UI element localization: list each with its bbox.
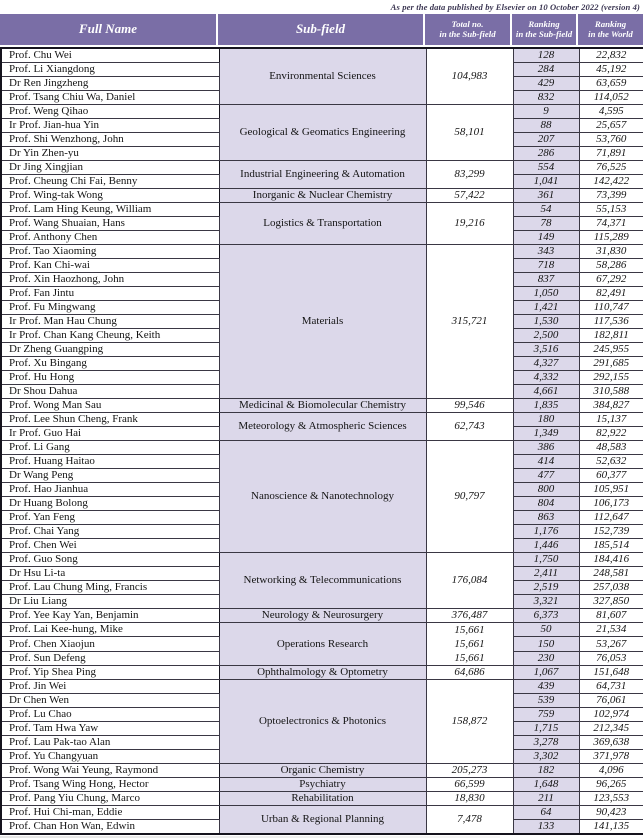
table-row (1, 666, 643, 680)
total-value: 15,661 (454, 638, 485, 650)
full-name-cell: Prof. Wong Wai Yeung, Raymond (1, 764, 219, 778)
table-row (1, 161, 643, 175)
full-name-cell: Prof. Tam Hwa Yaw (1, 722, 219, 736)
total-in-sub-field-cell: 19,216 (426, 203, 513, 245)
full-name-cell: Prof. Kan Chi-wai (1, 259, 219, 273)
full-name-cell: Dr Zheng Guangping (1, 343, 219, 357)
full-name-cell: Prof. Yip Shea Ping (1, 666, 219, 680)
ranking-sub-field-cell: 2,411 (513, 567, 579, 581)
ranking-sub-field-cell: 284 (513, 63, 579, 77)
ranking-sub-field-cell: 1,750 (513, 553, 579, 567)
full-name-cell: Ir Prof. Man Hau Chung (1, 315, 219, 329)
ranking-sub-field-cell: 2,519 (513, 581, 579, 595)
ranking-sub-field-cell: 1,067 (513, 666, 579, 680)
ranking-world-cell: 53,760 (579, 133, 643, 147)
ranking-world-cell: 52,632 (579, 455, 643, 469)
ranking-sub-field-cell: 1,715 (513, 722, 579, 736)
ranking-sub-field-cell: 182 (513, 764, 579, 778)
ranking-world-cell: 53,267 (579, 637, 643, 651)
full-name-cell: Prof. Wong Man Sau (1, 399, 219, 413)
ranking-sub-field-cell: 759 (513, 708, 579, 722)
full-name-cell: Prof. Cheung Chi Fai, Benny (1, 175, 219, 189)
total-in-sub-field-cell: 376,487 (426, 609, 513, 623)
ranking-sub-field-cell: 1,050 (513, 287, 579, 301)
ranking-world-cell: 384,827 (579, 399, 643, 413)
ranking-world-cell: 82,491 (579, 287, 643, 301)
ranking-world-cell: 110,747 (579, 301, 643, 315)
full-name-cell: Ir Prof. Chan Kang Cheung, Keith (1, 329, 219, 343)
sub-field-cell: Geological & Geomatics Engineering (219, 105, 426, 161)
full-name-cell: Prof. Hao Jianhua (1, 483, 219, 497)
full-name-cell: Dr Chen Wen (1, 694, 219, 708)
sub-field-cell: Rehabilitation (219, 792, 426, 806)
sub-field-cell: Psychiatry (219, 778, 426, 792)
full-name-cell: Prof. Shi Wenzhong, John (1, 133, 219, 147)
full-name-cell: Dr Wang Peng (1, 469, 219, 483)
ranking-sub-field-cell: 1,835 (513, 399, 579, 413)
ranking-world-cell: 76,053 (579, 651, 643, 665)
ranking-sub-field-cell: 477 (513, 469, 579, 483)
ranking-sub-field-cell: 230 (513, 651, 579, 665)
ranking-world-cell: 257,038 (579, 581, 643, 595)
ranking-world-cell: 152,739 (579, 525, 643, 539)
total-in-sub-field-cell: 158,872 (426, 680, 513, 764)
full-name-cell: Dr Hsu Li-ta (1, 567, 219, 581)
ranking-world-cell: 369,638 (579, 736, 643, 750)
ranking-sub-field-cell: 1,530 (513, 315, 579, 329)
table-row (1, 778, 643, 792)
full-name-cell: Prof. Chan Hon Wan, Edwin (1, 820, 219, 835)
table-row (1, 399, 643, 413)
full-name-cell: Prof. Tsang Wing Hong, Hector (1, 778, 219, 792)
ranking-world-cell: 185,514 (579, 539, 643, 553)
ranking-sub-field-cell: 78 (513, 217, 579, 231)
ranking-sub-field-cell: 837 (513, 273, 579, 287)
ranking-sub-field-cell: 1,421 (513, 301, 579, 315)
ranking-sub-field-cell: 286 (513, 147, 579, 161)
full-name-cell: Prof. Pang Yiu Chung, Marco (1, 792, 219, 806)
ranking-sub-field-cell: 1,176 (513, 525, 579, 539)
table-row (1, 48, 643, 63)
ranking-world-cell: 142,422 (579, 175, 643, 189)
ranking-sub-field-cell: 4,332 (513, 371, 579, 385)
ranking-sub-field-cell: 832 (513, 91, 579, 105)
total-in-sub-field-cell: 90,797 (426, 441, 513, 553)
ranking-world-cell: 67,292 (579, 273, 643, 287)
ranking-sub-field-cell: 149 (513, 231, 579, 245)
total-in-sub-field-cell: 205,273 (426, 764, 513, 778)
ranking-sub-field-cell: 211 (513, 792, 579, 806)
ranking-sub-field-cell: 3,302 (513, 750, 579, 764)
full-name-cell: Prof. Xu Bingang (1, 357, 219, 371)
ranking-world-cell: 182,811 (579, 329, 643, 343)
total-in-sub-field-cell: 66,599 (426, 778, 513, 792)
sub-field-cell: Ophthalmology & Optometry (219, 666, 426, 680)
source-note: As per the data published by Elsevier on 10 October 2022 (version 4) (390, 2, 640, 12)
full-name-cell: Prof. Hui Chi-man, Eddie (1, 806, 219, 820)
full-name-cell: Prof. Jin Wei (1, 680, 219, 694)
ranking-world-cell: 76,061 (579, 694, 643, 708)
ranking-sub-field-cell: 386 (513, 441, 579, 455)
sub-field-cell: Optoelectronics & Photonics (219, 680, 426, 764)
full-name-cell: Prof. Lu Chao (1, 708, 219, 722)
ranking-sub-field-cell: 554 (513, 161, 579, 175)
ranking-world-cell: 184,416 (579, 553, 643, 567)
ranking-sub-field-cell: 54 (513, 203, 579, 217)
ranking-world-cell: 105,951 (579, 483, 643, 497)
table-row (1, 413, 643, 427)
ranking-sub-field-cell: 128 (513, 48, 579, 63)
ranking-world-cell: 141,135 (579, 820, 643, 835)
ranking-sub-field-cell: 429 (513, 77, 579, 91)
ranking-world-cell: 327,850 (579, 595, 643, 609)
ranking-sub-field-cell: 133 (513, 820, 579, 835)
sub-field-cell: Inorganic & Nuclear Chemistry (219, 189, 426, 203)
ranking-world-cell: 45,192 (579, 63, 643, 77)
ranking-sub-field-cell: 4,327 (513, 357, 579, 371)
rankings-table (0, 47, 643, 835)
sub-field-cell: Urban & Regional Planning (219, 806, 426, 835)
ranking-sub-field-cell: 3,321 (513, 595, 579, 609)
full-name-cell: Prof. Hu Hong (1, 371, 219, 385)
ranking-sub-field-cell: 539 (513, 694, 579, 708)
ranking-world-cell: 151,648 (579, 666, 643, 680)
full-name-cell: Prof. Anthony Chen (1, 231, 219, 245)
ranking-world-cell: 248,581 (579, 567, 643, 581)
ranking-world-cell: 117,536 (579, 315, 643, 329)
full-name-cell: Prof. Chai Yang (1, 525, 219, 539)
total-in-sub-field-cell: 57,422 (426, 189, 513, 203)
full-name-cell: Dr Huang Bolong (1, 497, 219, 511)
full-name-cell: Prof. Lam Hing Keung, William (1, 203, 219, 217)
ranking-world-cell: 76,525 (579, 161, 643, 175)
ranking-world-cell: 25,657 (579, 119, 643, 133)
table-row (1, 806, 643, 820)
ranking-sub-field-cell: 207 (513, 133, 579, 147)
ranking-world-cell: 102,974 (579, 708, 643, 722)
sub-field-cell: Logistics & Transportation (219, 203, 426, 245)
table-row (1, 792, 643, 806)
table-row (1, 105, 643, 119)
total-value: 15,661 (454, 652, 485, 664)
ranking-sub-field-cell: 4,661 (513, 385, 579, 399)
full-name-cell: Prof. Huang Haitao (1, 455, 219, 469)
full-name-cell: Prof. Fu Mingwang (1, 301, 219, 315)
table-row (1, 764, 643, 778)
total-in-sub-field-cell: 99,546 (426, 399, 513, 413)
ranking-world-cell: 292,155 (579, 371, 643, 385)
full-name-cell: Prof. Sun Defeng (1, 651, 219, 665)
total-in-sub-field-cell: 7,478 (426, 806, 513, 835)
ranking-sub-field-cell: 439 (513, 680, 579, 694)
full-name-cell: Prof. Lai Kee-hung, Mike (1, 623, 219, 637)
full-name-cell: Prof. Yan Feng (1, 511, 219, 525)
full-name-cell: Prof. Tao Xiaoming (1, 245, 219, 259)
full-name-cell: Prof. Chu Wei (1, 48, 219, 63)
ranking-sub-field-cell: 3,516 (513, 343, 579, 357)
table-row (1, 441, 643, 455)
total-value: 15,661 (454, 624, 485, 636)
sub-field-cell: Materials (219, 245, 426, 399)
ranking-world-cell: 64,731 (579, 680, 643, 694)
ranking-sub-field-cell: 1,349 (513, 427, 579, 441)
ranking-sub-field-cell: 64 (513, 806, 579, 820)
ranking-sub-field-cell: 150 (513, 637, 579, 651)
ranking-world-cell: 48,583 (579, 441, 643, 455)
total-in-sub-field-cell: 315,721 (426, 245, 513, 399)
ranking-sub-field-cell: 2,500 (513, 329, 579, 343)
full-name-cell: Prof. Wang Shuaian, Hans (1, 217, 219, 231)
total-in-sub-field-cell: 64,686 (426, 666, 513, 680)
ranking-world-cell: 31,830 (579, 245, 643, 259)
full-name-cell: Prof. Lau Chung Ming, Francis (1, 581, 219, 595)
full-name-cell: Prof. Tsang Chiu Wa, Daniel (1, 91, 219, 105)
full-name-cell: Prof. Li Xiangdong (1, 63, 219, 77)
ranking-world-cell: 58,286 (579, 259, 643, 273)
total-in-sub-field-cell: 104,983 (426, 48, 513, 105)
header-ranking-sub-field: Ranking in the Sub-field (512, 14, 578, 45)
ranking-world-cell: 22,832 (579, 48, 643, 63)
ranking-sub-field-cell: 9 (513, 105, 579, 119)
full-name-cell: Dr Yin Zhen-yu (1, 147, 219, 161)
ranking-world-cell: 60,377 (579, 469, 643, 483)
ranking-world-cell: 96,265 (579, 778, 643, 792)
total-in-sub-field-cell: 62,743 (426, 413, 513, 441)
ranking-world-cell: 112,647 (579, 511, 643, 525)
ranking-world-cell: 115,289 (579, 231, 643, 245)
ranking-world-cell: 245,955 (579, 343, 643, 357)
header-sub-field (218, 14, 425, 45)
full-name-cell: Prof. Li Gang (1, 441, 219, 455)
full-name-cell: Prof. Lau Pak-tao Alan (1, 736, 219, 750)
ranking-world-cell: 82,922 (579, 427, 643, 441)
ranking-world-cell: 4,096 (579, 764, 643, 778)
ranking-world-cell: 73,399 (579, 189, 643, 203)
ranking-world-cell: 123,553 (579, 792, 643, 806)
ranking-world-cell: 212,345 (579, 722, 643, 736)
ranking-sub-field-cell: 800 (513, 483, 579, 497)
full-name-cell: Ir Prof. Guo Hai (1, 427, 219, 441)
ranking-world-cell: 114,052 (579, 91, 643, 105)
full-name-cell: Prof. Fan Jintu (1, 287, 219, 301)
table-row (1, 189, 643, 203)
full-name-cell: Prof. Guo Song (1, 553, 219, 567)
ranking-sub-field-cell: 1,648 (513, 778, 579, 792)
sub-field-cell: Organic Chemistry (219, 764, 426, 778)
sub-field-cell: Networking & Telecommunications (219, 553, 426, 609)
ranking-sub-field-cell: 6,373 (513, 609, 579, 623)
ranking-world-cell: 21,534 (579, 623, 643, 637)
total-in-sub-field-cell (426, 623, 513, 666)
ranking-sub-field-cell: 1,446 (513, 539, 579, 553)
table-row (1, 680, 643, 694)
full-name-cell: Prof. Wing-tak Wong (1, 189, 219, 203)
header-total-no: Total no. in the Sub-field (425, 14, 512, 45)
full-name-cell: Prof. Yu Changyuan (1, 750, 219, 764)
ranking-sub-field-cell: 343 (513, 245, 579, 259)
full-name-cell: Prof. Lee Shun Cheng, Frank (1, 413, 219, 427)
sub-field-cell: Industrial Engineering & Automation (219, 161, 426, 189)
ranking-world-cell: 106,173 (579, 497, 643, 511)
full-name-cell: Prof. Chen Wei (1, 539, 219, 553)
sub-field-cell: Environmental Sciences (219, 48, 426, 105)
full-name-cell: Dr Shou Dahua (1, 385, 219, 399)
sub-field-cell: Meteorology & Atmospheric Sciences (219, 413, 426, 441)
ranking-sub-field-cell: 361 (513, 189, 579, 203)
ranking-world-cell: 90,423 (579, 806, 643, 820)
header-ranking-world: Ranking in the World (588, 18, 633, 39)
ranking-world-cell: 4,595 (579, 105, 643, 119)
sub-field-cell: Operations Research (219, 623, 426, 666)
full-name-cell: Prof. Xin Haozhong, John (1, 273, 219, 287)
table-row (1, 203, 643, 217)
table-row (1, 609, 643, 623)
total-in-sub-field-cell: 83,299 (426, 161, 513, 189)
ranking-sub-field-cell: 718 (513, 259, 579, 273)
full-name-cell: Prof. Chen Xiaojun (1, 637, 219, 651)
page-shadow (0, 836, 500, 838)
table-row (1, 553, 643, 567)
sub-field-cell: Nanoscience & Nanotechnology (219, 441, 426, 553)
full-name-cell: Ir Prof. Jian-hua Yin (1, 119, 219, 133)
ranking-sub-field-cell: 50 (513, 623, 579, 637)
ranking-sub-field-cell: 3,278 (513, 736, 579, 750)
ranking-world-cell: 371,978 (579, 750, 643, 764)
table-header (0, 14, 643, 45)
ranking-sub-field-cell: 414 (513, 455, 579, 469)
ranking-sub-field-cell: 180 (513, 413, 579, 427)
header-sub-field-label: Sub-field (295, 21, 346, 37)
ranking-sub-field-cell: 804 (513, 497, 579, 511)
ranking-world-cell: 71,891 (579, 147, 643, 161)
ranking-world-cell: 63,659 (579, 77, 643, 91)
full-name-cell: Prof. Weng Qihao (1, 105, 219, 119)
ranking-sub-field-cell: 863 (513, 511, 579, 525)
header-full-name-label: Full Name (78, 21, 138, 37)
ranking-world-cell: 15,137 (579, 413, 643, 427)
total-in-sub-field-cell: 58,101 (426, 105, 513, 161)
ranking-world-cell: 81,607 (579, 609, 643, 623)
total-in-sub-field-cell: 176,084 (426, 553, 513, 609)
total-in-sub-field-cell: 18,830 (426, 792, 513, 806)
table-row (1, 245, 643, 259)
full-name-cell: Prof. Yee Kay Yan, Benjamin (1, 609, 219, 623)
full-name-cell: Dr Jing Xingjian (1, 161, 219, 175)
full-name-cell: Dr Ren Jingzheng (1, 77, 219, 91)
ranking-sub-field-cell: 1,041 (513, 175, 579, 189)
ranking-sub-field-cell: 88 (513, 119, 579, 133)
ranking-world-cell: 291,685 (579, 357, 643, 371)
sub-field-cell: Neurology & Neurosurgery (219, 609, 426, 623)
ranking-world-cell: 55,153 (579, 203, 643, 217)
sub-field-cell: Medicinal & Biomolecular Chemistry (219, 399, 426, 413)
full-name-cell: Dr Liu Liang (1, 595, 219, 609)
header-full-name (0, 14, 218, 45)
ranking-world-cell: 310,588 (579, 385, 643, 399)
table-row (1, 623, 643, 637)
ranking-world-cell: 74,371 (579, 217, 643, 231)
